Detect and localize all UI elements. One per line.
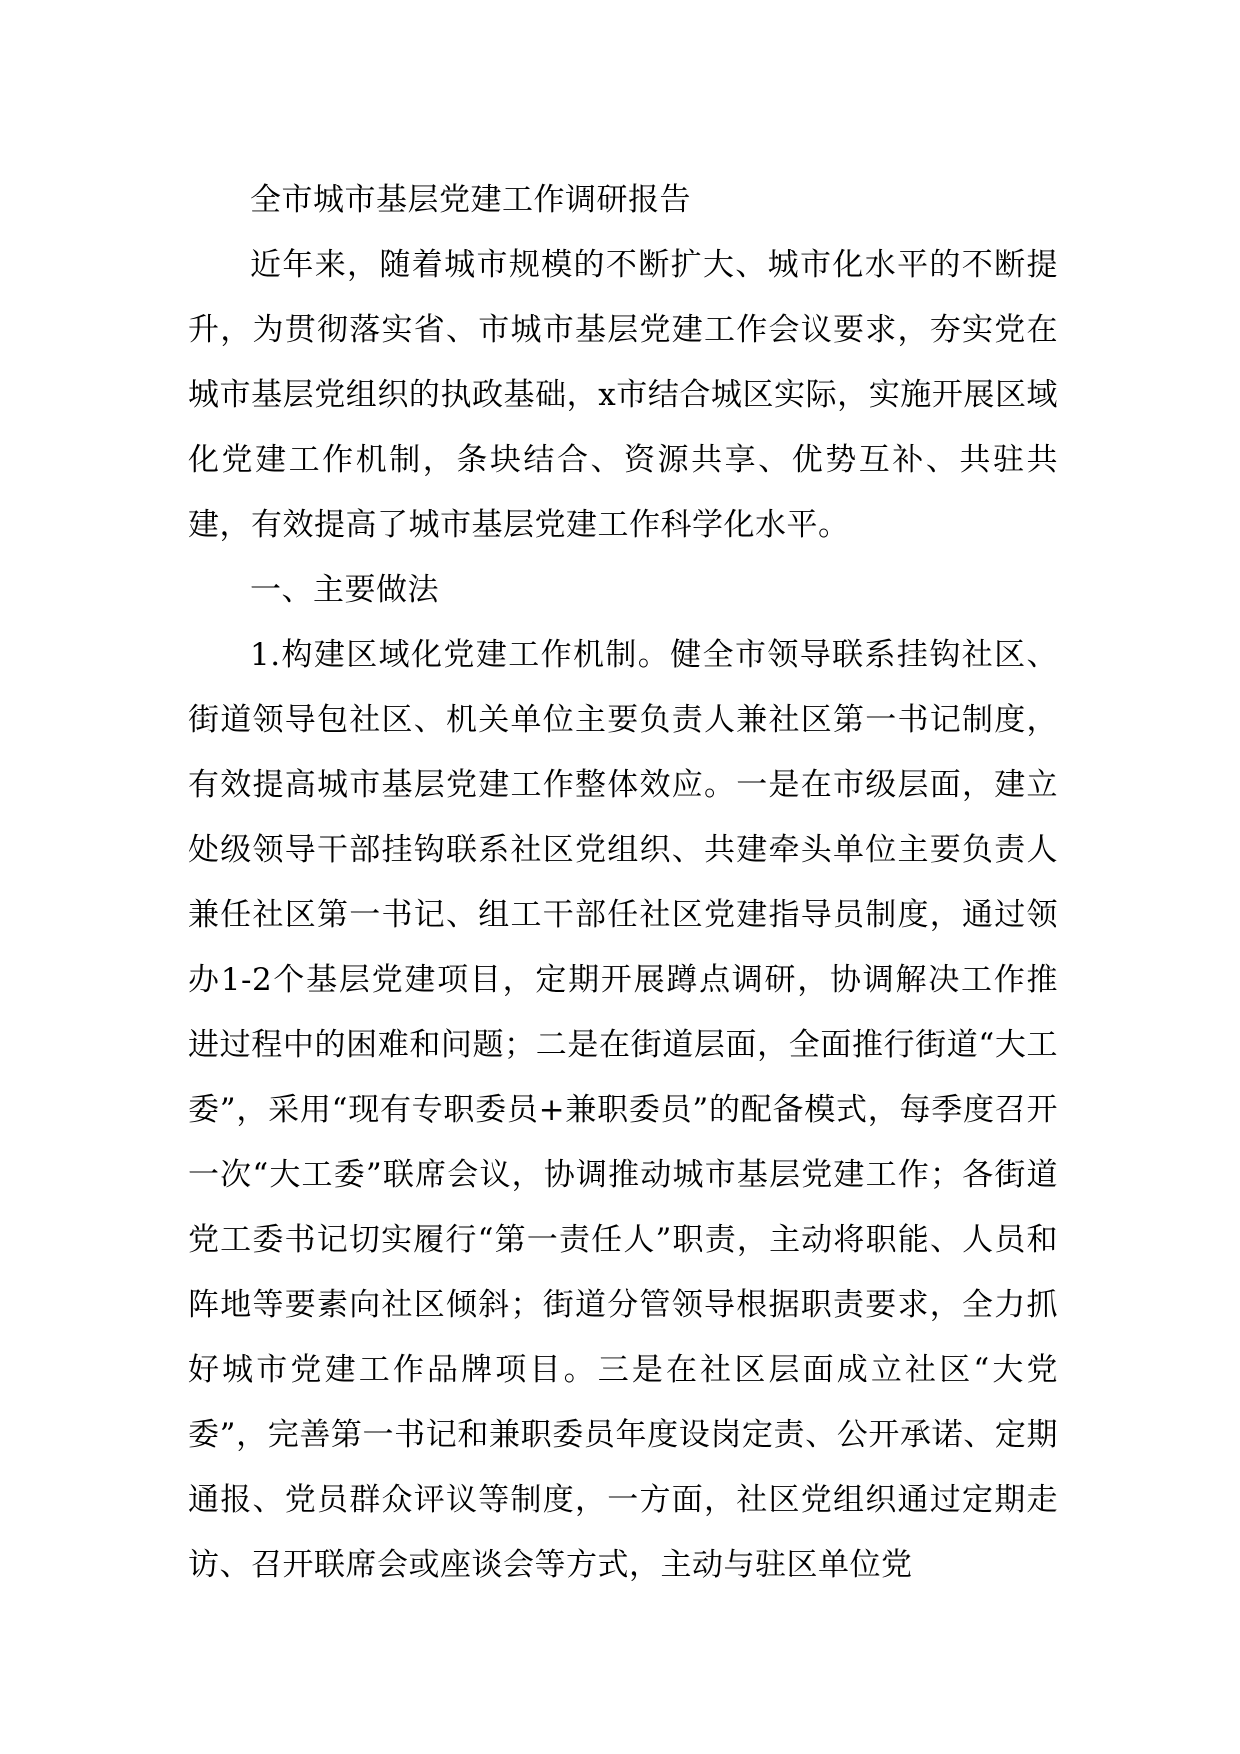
document-page bbox=[188, 168, 1058, 1598]
section-heading: 一、主要做法 bbox=[250, 572, 439, 608]
document-title: 全市城市基层党建工作调研报告 bbox=[250, 182, 691, 218]
intro-paragraph: 近年来，随着城市规模的不断扩大、城市化水平的不断提升，为贯彻落实省、市城市基层党建工作会议要求，夯实党在城市基层党组织的执政基础，x市结合城区实际，实施开展区域化党建工作机制，条块结合、资源共享、优势互补、共驻共建，有效提高了城市基层党建工作科学化水平。 bbox=[188, 247, 1058, 543]
body-paragraph: 1.构建区域化党建工作机制。健全市领导联系挂钩社区、街道领导包社区、机关单位主要负责人兼社区第一书记制度，有效提高城市基层党建工作整体效应。一是在市级层面，建立处级领导干部挂钩联系社区党组织、共建牵头单位主要负责人兼任社区第一书记、组工干部任社区党建指导员制度，通过领办1-2个基层党建项目，定期开展蹲点调研，协调解决工作推进过程中的困难和问题；二是在街道层面，全面推行街道“大工委”，采用“现有专职委员+兼职委员”的配备模式，每季度召开一次“大工委”联席会议，协调推动城市基层党建工作；各街道党工委书记切实履行“第一责任人”职责，主动将职能、人员和阵地等要素向社区倾斜；街道分管领导根据职责要求，全力抓好城市党建工作品牌项目。三是在社区层面成立社区“大党委”，完善第一书记和兼职委员年度设岗定责、公开承诺、定期通报、党员群众评议等制度，一方面，社区党组织通过定期走访、召开联席会或座谈会等方式，主动与驻区单位党 bbox=[188, 637, 1058, 1583]
